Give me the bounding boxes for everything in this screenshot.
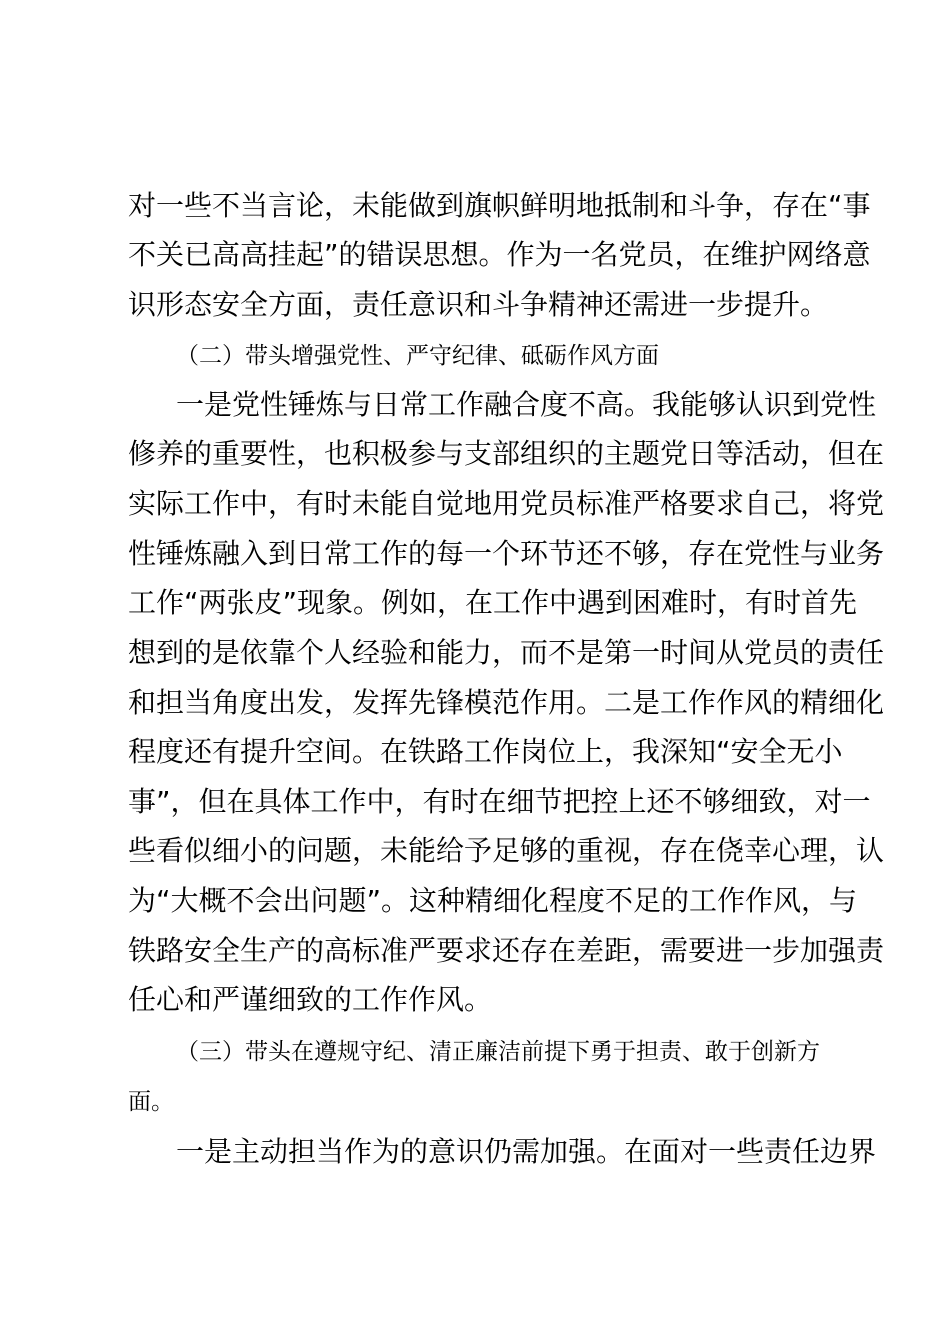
text-line: 一是党性锤炼与日常工作融合度不高。我能够认识到党性	[176, 388, 877, 421]
section-heading-3: （三）带头在遵规守纪、清正廉洁前提下勇于担责、敢于创新方	[176, 1039, 820, 1065]
text-line: 事”，但在具体工作中，有时在细节把控上还不够细致，对一	[128, 785, 871, 818]
text-line: 和担当角度出发，发挥先锋模范作用。二是工作作风的精细化	[128, 686, 885, 719]
text-line: 实际工作中，有时未能自觉地用党员标准严格要求自己，将党	[128, 487, 885, 520]
text-line: 铁路安全生产的高标准严要求还存在差距，需要进一步加强责	[128, 934, 885, 967]
text-line: 程度还有提升空间。在铁路工作岗位上，我深知“安全无小	[128, 735, 843, 768]
text-line: 些看似细小的问题，未能给予足够的重视，存在侥幸心理，认	[128, 834, 885, 867]
text-line: 识形态安全方面，责任意识和斗争精神还需进一步提升。	[128, 288, 829, 321]
text-line: 性锤炼融入到日常工作的每一个环节还不够，存在党性与业务	[128, 537, 885, 570]
text-line: 对一些不当言论，未能做到旗帜鲜明地抵制和斗争，存在“事	[128, 189, 871, 222]
text-line: 一是主动担当作为的意识仍需加强。在面对一些责任边界	[176, 1135, 877, 1168]
text-line: 工作“两张皮”现象。例如，在工作中遇到困难时，有时首先	[128, 586, 858, 619]
text-line: 任心和严谨细致的工作作风。	[128, 983, 493, 1016]
text-line: 不关已高高挂起”的错误思想。作为一名党员，在维护网络意	[128, 238, 871, 271]
section-heading-3-cont: 面。	[128, 1089, 174, 1115]
text-line: 想到的是依靠个人经验和能力，而不是第一时间从党员的责任	[128, 636, 885, 669]
section-heading-2: （二）带头增强党性、严守纪律、砥砺作风方面	[176, 343, 659, 369]
text-line: 为“大概不会出问题”。这种精细化程度不足的工作作风，与	[128, 884, 858, 917]
text-line: 修养的重要性，也积极参与支部组织的主题党日等活动，但在	[128, 437, 885, 470]
